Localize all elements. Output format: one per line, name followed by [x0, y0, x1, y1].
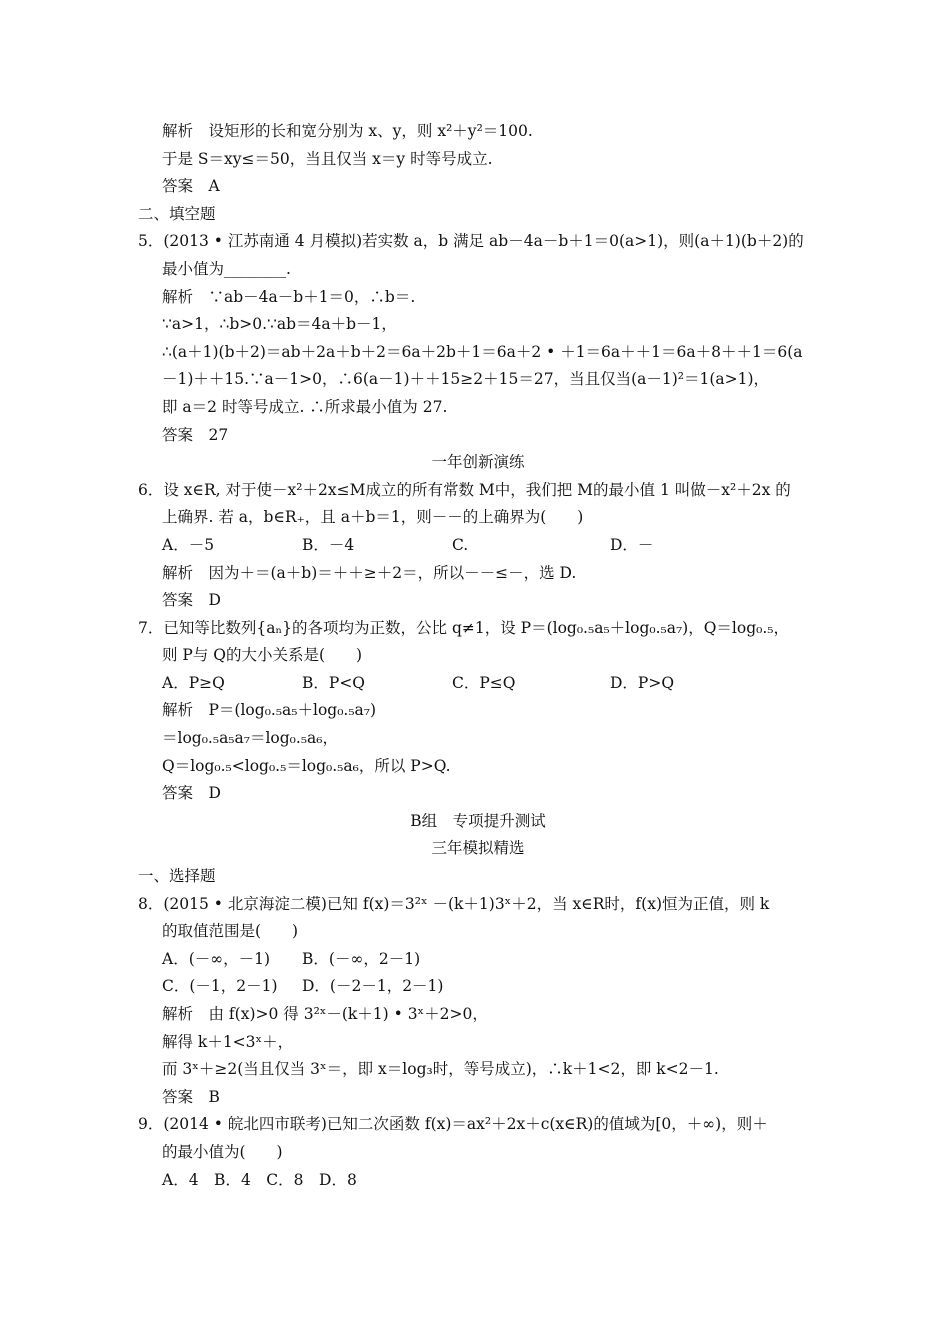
analysis-line: 于是 S＝xy≤＝50，当且仅当 x＝y 时等号成立.: [162, 149, 493, 168]
analysis-line: 解析 P＝(log₀.₅a₅＋log₀.₅a₇): [162, 701, 377, 720]
section-heading: 一、选择题: [138, 867, 216, 886]
analysis-line: 解析 由 f(x)>0 得 3²ˣ－(k＋1) • 3ˣ＋2>0，: [162, 1005, 488, 1023]
question-5-stem: 最小值为________.: [162, 259, 291, 278]
question-7-stem: 7．已知等比数列{aₙ}的各项均为正数，公比 q≠1，设 P＝(log₀.₅a₅＋log₀.₅a₇)，Q＝log₀.₅，: [138, 618, 789, 637]
option-d: D．－: [610, 535, 654, 554]
question-8-stem: 8．(2015 • 北京海淀二模)已知 f(x)＝3²ˣ －(k＋1)3ˣ＋2，当 x∈R时，f(x)恒为正值，则 k: [138, 894, 770, 913]
answer-line: 答案 D: [162, 591, 221, 610]
question-9-options: A．4 B．4 C．8 D．8: [162, 1170, 357, 1189]
analysis-line: －1)＋＋15.∵a－1>0，∴6(a－1)＋＋15≥2＋15＝27，当且仅当(a－1)²＝1(a>1)，: [162, 370, 770, 389]
question-6-options: [138, 532, 818, 560]
analysis-line: 解得 k＋1<3ˣ＋，: [162, 1032, 294, 1051]
question-7-options: [138, 670, 818, 698]
section-title: 三年模拟精选: [431, 839, 525, 858]
answer-line: 答案 B: [162, 1087, 220, 1106]
option-b: B．(－∞，2－1): [302, 949, 421, 968]
section-heading: 二、填空题: [138, 204, 216, 223]
option-d: D．P>Q: [610, 673, 675, 692]
option-a: A．(－∞，－1): [162, 949, 271, 968]
option-b: B．P<Q: [302, 673, 366, 692]
analysis-line: ∴(a＋1)(b＋2)＝ab＋2a＋b＋2＝6a＋2b＋1＝6a＋2 • ＋1＝6a＋＋1＝6a＋8＋＋1＝6(a: [162, 342, 803, 361]
option-c: C.: [452, 535, 469, 554]
section-title: 一年创新演练: [431, 453, 525, 472]
question-8-options-row1: [138, 946, 818, 974]
question-6-stem: 6．设 x∈R, 对于使－x²＋2x≤M成立的所有常数 M中，我们把 M的最小值 1 叫做－x²＋2x 的: [138, 480, 791, 499]
answer-line: 答案 D: [162, 784, 221, 803]
answer-line: 答案 A: [162, 177, 220, 196]
question-9-stem: 的最小值为( ): [162, 1142, 283, 1161]
option-b: B．－4: [302, 535, 355, 554]
option-a: A．P≥Q: [162, 673, 225, 692]
group-title: B组 专项提升测试: [410, 811, 546, 830]
analysis-line: 解析 设矩形的长和宽分别为 x、y，则 x²＋y²＝100.: [162, 122, 533, 140]
question-9-stem: 9．(2014 • 皖北四市联考)已知二次函数 f(x)＝ax²＋2x＋c(x∈R)的值域为[0，＋∞)，则＋: [138, 1115, 768, 1134]
question-6-stem: 上确界. 若 a，b∈R₊，且 a＋b＝1，则－－的上确界为( ): [162, 508, 584, 527]
question-5-stem: 5．(2013 • 江苏南通 4 月模拟)若实数 a，b 满足 ab－4a－b＋1＝0(a>1)，则(a＋1)(b＋2)的: [138, 232, 804, 251]
analysis-line: ＝log₀.₅a₅a₇＝log₀.₅a₆，: [162, 729, 338, 748]
analysis-line: 解析 ∵ab－4a－b＋1＝0，∴b＝.: [162, 287, 416, 306]
option-a: A．－5: [162, 535, 215, 554]
analysis-line: 解析 因为＋＝(a＋b)＝＋＋≥＋2＝，所以－－≤－，选 D.: [162, 563, 577, 582]
question-8-options-row2: [138, 973, 818, 1001]
analysis-line: Q＝log₀.₅<log₀.₅＝log₀.₅a₆，所以 P>Q.: [162, 756, 451, 775]
analysis-line: ∵a>1，∴b>0.∵ab＝4a＋b－1，: [162, 315, 397, 334]
analysis-line: 即 a＝2 时等号成立. ∴所求最小值为 27.: [162, 397, 448, 416]
question-8-stem: 的取值范围是( ): [162, 922, 299, 941]
analysis-line: 而 3ˣ＋≥2(当且仅当 3ˣ＝，即 x＝log₃时，等号成立)，∴k＋1<2，即 k<2－1.: [162, 1060, 719, 1079]
option-c: C．(－1，2－1): [162, 977, 278, 996]
option-c: C．P≤Q: [452, 673, 516, 692]
option-d: D．(－2－1，2－1): [302, 977, 444, 996]
question-7-stem: 则 P与 Q的大小关系是( ): [162, 646, 363, 665]
answer-line: 答案 27: [162, 425, 229, 444]
page-content: [138, 118, 818, 1194]
